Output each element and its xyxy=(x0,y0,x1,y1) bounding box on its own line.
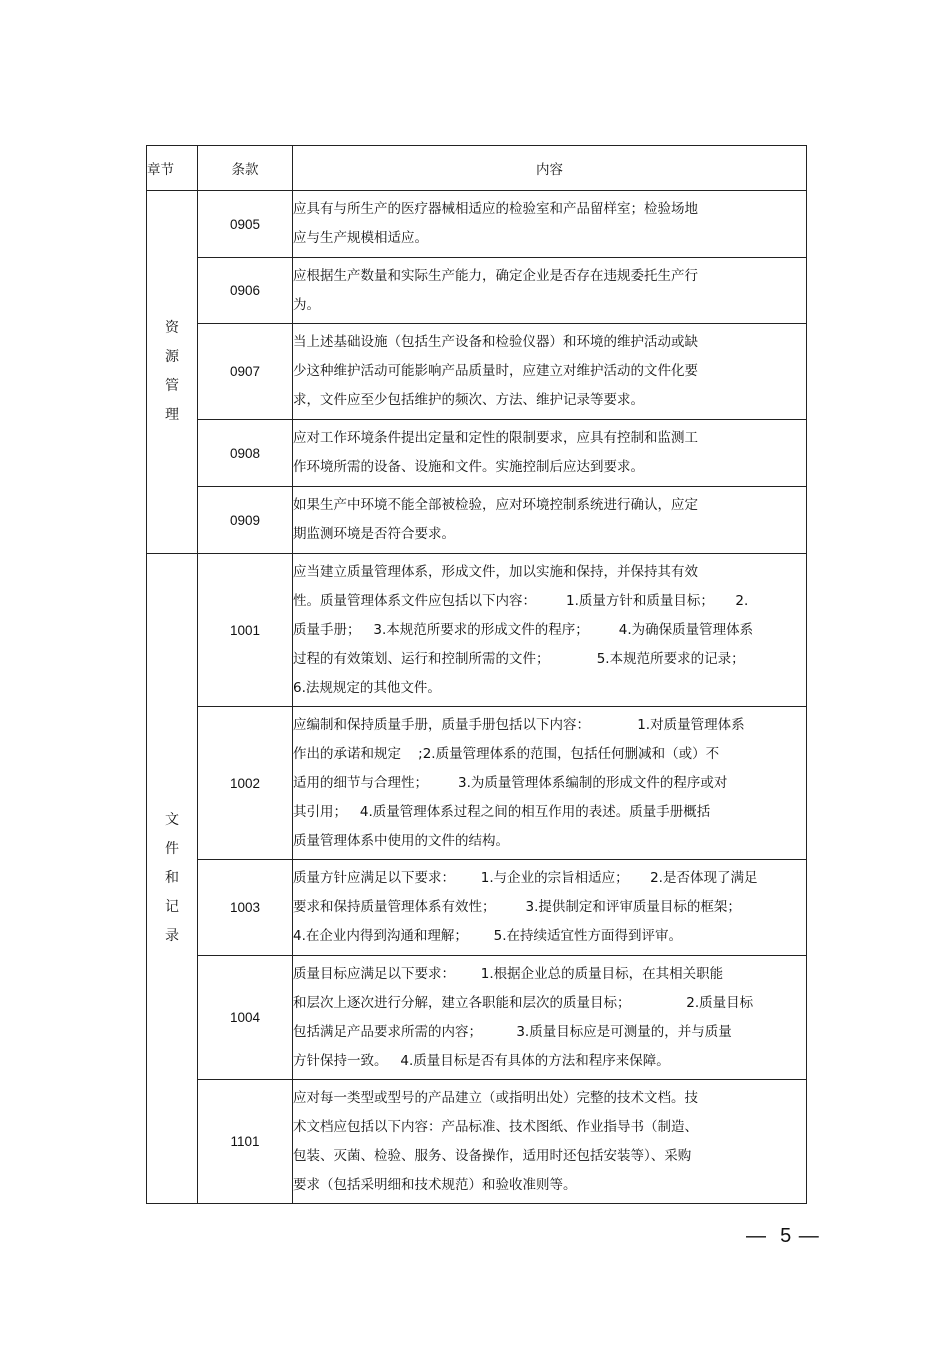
clause-content xyxy=(293,324,807,420)
chapter-char: 录 xyxy=(165,928,179,944)
content-line: 质量管理体系中使用的文件的结构。 xyxy=(293,832,509,849)
chapter-char: 源 xyxy=(165,349,179,365)
content-line: 应根据生产数量和实际生产能力，确定企业是否存在违规委托生产行 xyxy=(293,267,698,284)
content-line: 应对工作环境条件提出定量和定性的限制要求，应具有控制和监测工 xyxy=(293,430,698,446)
clause-content xyxy=(293,860,807,956)
chapter-char: 和 xyxy=(165,870,179,886)
content-line: 和层次上逐次进行分解，建立各职能和层次的质量目标； 2.质量目标 xyxy=(293,994,754,1011)
table-row xyxy=(147,258,807,324)
clause-code: 0908 xyxy=(198,420,293,487)
content-line: 性。质量管理体系文件应包括以下内容： 1.质量方针和质量目标； 2. xyxy=(293,592,749,609)
content-line: 要求（包括采明细和技术规范）和验收准则等。 xyxy=(293,1176,577,1193)
table-row xyxy=(147,707,807,860)
clause-code: 1101 xyxy=(198,1080,293,1204)
clause-code: 1004 xyxy=(198,956,293,1080)
chapter-char: 文 xyxy=(165,812,179,828)
chapter-cell xyxy=(147,191,198,554)
clause-content xyxy=(293,554,807,707)
content-line: 质量方针应满足以下要求： 1.与企业的宗旨相适应； 2.是否体现了满足 xyxy=(293,870,758,886)
table-header xyxy=(147,146,807,191)
content-line: 4.在企业内得到沟通和理解； 5.在持续适宜性方面得到评审。 xyxy=(293,928,683,944)
chapter-char: 理 xyxy=(165,407,179,423)
content-line: 过程的有效策划、运行和控制所需的文件； 5.本规范所要求的记录； xyxy=(293,650,745,667)
page-number: — 5 — xyxy=(746,1225,820,1247)
content-line: 应与生产规模相适应。 xyxy=(293,230,428,246)
clause-code: 0905 xyxy=(198,191,293,258)
table-row xyxy=(147,860,807,956)
header-clause: 条款 xyxy=(198,146,293,191)
clause-code: 0909 xyxy=(198,487,293,554)
content-line: 求，文件应至少包括维护的频次、方法、维护记录等要求。 xyxy=(293,392,644,408)
content-line: 包括满足产品要求所需的内容； 3.质量目标应是可测量的，并与质量 xyxy=(293,1023,732,1040)
clause-content xyxy=(293,956,807,1080)
table-row xyxy=(147,956,807,1080)
chapter-char: 管 xyxy=(165,378,179,394)
clause-content xyxy=(293,420,807,487)
clause-code: 0906 xyxy=(198,258,293,324)
content-line: 期监测环境是否符合要求。 xyxy=(293,526,455,542)
clause-content xyxy=(293,258,807,324)
chapter-char: 件 xyxy=(165,841,179,857)
header-content: 内容 xyxy=(293,146,807,191)
chapter-char: 资 xyxy=(165,320,179,336)
content-line: 作环境所需的设备、设施和文件。实施控制后应达到要求。 xyxy=(293,459,644,475)
content-line: 少这种维护活动可能影响产品质量时，应建立对维护活动的文件化要 xyxy=(293,363,698,379)
clause-code: 1003 xyxy=(198,860,293,956)
clause-code: 1002 xyxy=(198,707,293,860)
clause-code: 1001 xyxy=(198,554,293,707)
table-row xyxy=(147,554,807,707)
table-row xyxy=(147,324,807,420)
content-line: 质量目标应满足以下要求： 1.根据企业总的质量目标，在其相关职能 xyxy=(293,965,724,982)
regulation-table xyxy=(146,145,807,1204)
content-line: 要求和保持质量管理体系有效性； 3.提供制定和评审质量目标的框架； xyxy=(293,899,741,915)
table-row xyxy=(147,420,807,487)
content-line: 包装、灭菌、检验、服务、设备操作，适用时还包括安装等）、采购 xyxy=(293,1147,692,1164)
clause-content xyxy=(293,1080,807,1204)
content-line: 应当建立质量管理体系，形成文件，加以实施和保持，并保持其有效 xyxy=(293,563,698,580)
content-line: 为。 xyxy=(293,296,320,313)
content-line: 当上述基础设施（包括生产设备和检验仪器）和环境的维护活动或缺 xyxy=(293,334,698,350)
table-row xyxy=(147,191,807,258)
content-line: 适用的细节与合理性； 3.为质量管理体系编制的形成文件的程序或对 xyxy=(293,774,728,791)
clause-content xyxy=(293,707,807,860)
header-chapter: 章节 xyxy=(147,146,198,191)
content-line: 作出的承诺和规定 ;2.质量管理体系的范围，包括任何删减和（或）不 xyxy=(293,745,720,762)
content-line: 应对每一类型或型号的产品建立（或指明出处）完整的技术文档。技 xyxy=(293,1089,698,1106)
content-line: 其引用； 4.质量管理体系过程之间的相互作用的表述。质量手册概括 xyxy=(293,803,711,820)
content-line: 如果生产中环境不能全部被检验，应对环境控制系统进行确认，应定 xyxy=(293,497,698,513)
table-row xyxy=(147,1080,807,1204)
content-line: 应具有与所生产的医疗器械相适应的检验室和产品留样室；检验场地 xyxy=(293,201,698,217)
table-body xyxy=(147,191,807,1204)
content-line: 质量手册； 3.本规范所要求的形成文件的程序； 4.为确保质量管理体系 xyxy=(293,621,754,638)
content-line: 应编制和保持质量手册，质量手册包括以下内容： 1.对质量管理体系 xyxy=(293,716,745,733)
content-line: 术文档应包括以下内容：产品标准、技术图纸、作业指导书（制造、 xyxy=(293,1118,698,1135)
clause-code: 0907 xyxy=(198,324,293,420)
table-row xyxy=(147,487,807,554)
chapter-cell xyxy=(147,554,198,1204)
clause-content xyxy=(293,191,807,258)
chapter-char: 记 xyxy=(165,899,179,915)
content-line: 6.法规规定的其他文件。 xyxy=(293,679,441,696)
clause-content xyxy=(293,487,807,554)
content-line: 方针保持一致。 4.质量目标是否有具体的方法和程序来保障。 xyxy=(293,1052,670,1069)
